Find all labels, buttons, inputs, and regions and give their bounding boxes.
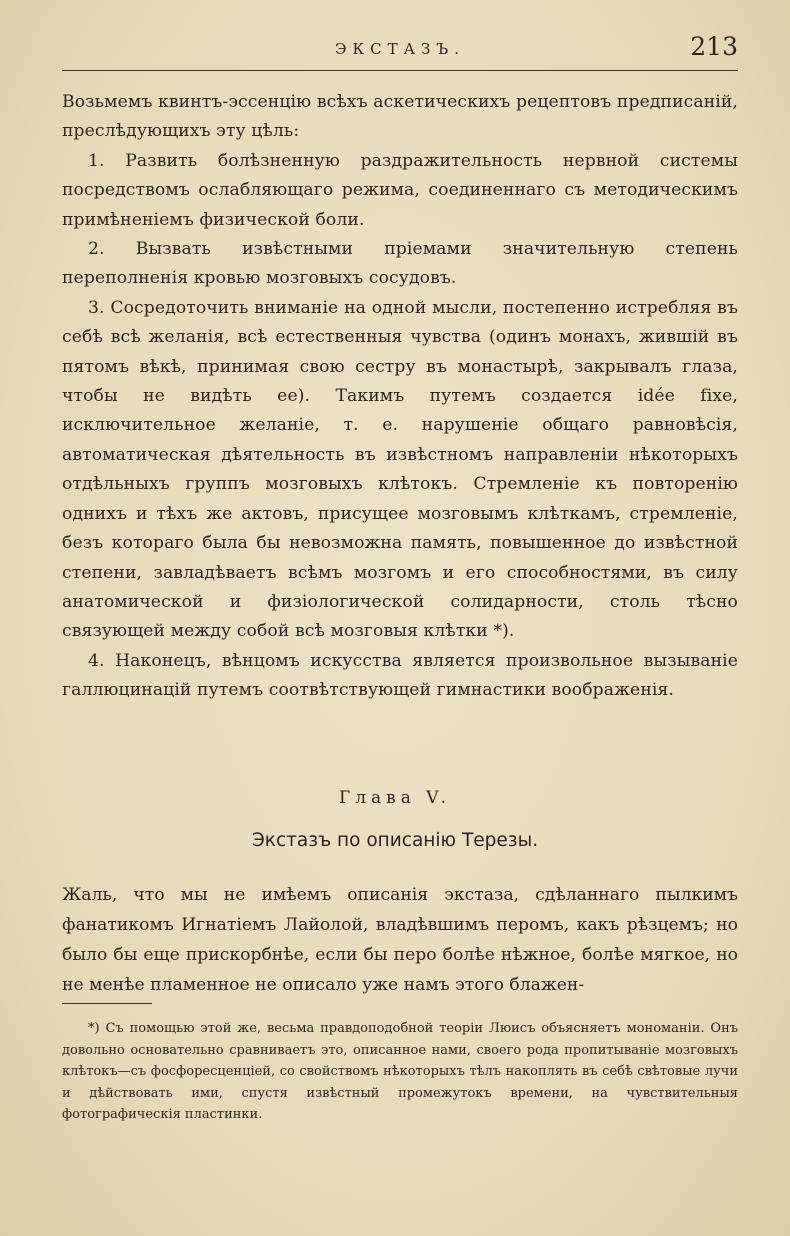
footnote: [62, 1018, 738, 1126]
main-text: [62, 88, 738, 706]
running-title: ЭКСТАЗЪ.: [335, 40, 465, 58]
list-item-4: 4. Наконецъ, вѣнцомъ искусства является произвольное вызываніе галлюцинацій путемъ соотвѣтствующей гимнастики воображенія.: [62, 650, 738, 701]
list-item-1: 1. Развить болѣзненную раздражительность нервной системы посредствомъ ослабляющаго режима, соединеннаго съ методическимъ примѣненіемъ физической боли.: [62, 150, 738, 230]
page-number: 213: [690, 32, 738, 61]
footnote-text: *) Съ помощью этой же, весьма правдоподобной теоріи Люисъ объясняетъ мономаніи. Онъ довольно основательно сравниваетъ это, описанное нами, своего рода пропитываніе мозговыхъ клѣтокъ—съ фосфоресценціей, со свойствомъ нѣкоторыхъ тѣлъ накоплять въ себѣ свѣтовые лучи и дѣйствовать ими, спустя извѣстный промежутокъ времени, на чувствительныя фотографическія пластинки.: [62, 1021, 738, 1122]
footnote-rule: [62, 1003, 152, 1004]
header-rule: [62, 70, 738, 71]
chapter-text: [62, 880, 738, 1000]
list-item-2: 2. Вызвать извѣстными пріемами значительную степень переполненія кровью мозговыхъ сосудовъ.: [62, 239, 738, 289]
chapter-heading: Глава V.: [338, 788, 451, 808]
chapter-paragraph: Жаль, что мы не имѣемъ описанія экстаза, сдѣланнаго пылкимъ фанатикомъ Игнатіемъ Лайолой, владѣвшимъ перомъ, какъ рѣзцемъ; но было бы еще прискорбнѣе, если бы перо болѣе нѣжное, болѣе мягкое, но не менѣе пламенное не описало уже намъ этого блажен-: [62, 885, 738, 995]
list-item-3: 3. Сосредоточить вниманіе на одной мысли, постепенно истребляя въ себѣ всѣ желанія, всѣ естественныя чувства (одинъ монахъ, жившій въ пятомъ вѣкѣ, принимая свою сестру въ монастырѣ, закрывалъ глаза, чтобы не видѣть ее). Такимъ путемъ создается idée fixe, исключительное желаніе, т. е. нарушеніе общаго равновѣсія, автоматическая дѣятельность въ извѣстномъ направленіи нѣкоторыхъ отдѣльныхъ группъ мозговыхъ клѣтокъ. Стремленіе къ повторенію однихъ и тѣхъ же актовъ, присущее мозговымъ клѣткамъ, стремленіе, безъ котораго была бы невозможна память, повышенное до извѣстной степени, завладѣваетъ всѣмъ мозгомъ и его способностями, въ силу анатомической и физіологической солидарности, столь тѣсно связующей между собой всѣ мозговыя клѣтки *).: [62, 297, 738, 642]
intro-paragraph: Возьмемъ квинтъ-эссенцію всѣхъ аскетическихъ рецептовъ предписаній, преслѣдующихъ эту цѣль:: [62, 92, 738, 142]
running-head: [62, 30, 738, 70]
chapter-title: Экстазъ по описанію Терезы.: [251, 830, 539, 851]
